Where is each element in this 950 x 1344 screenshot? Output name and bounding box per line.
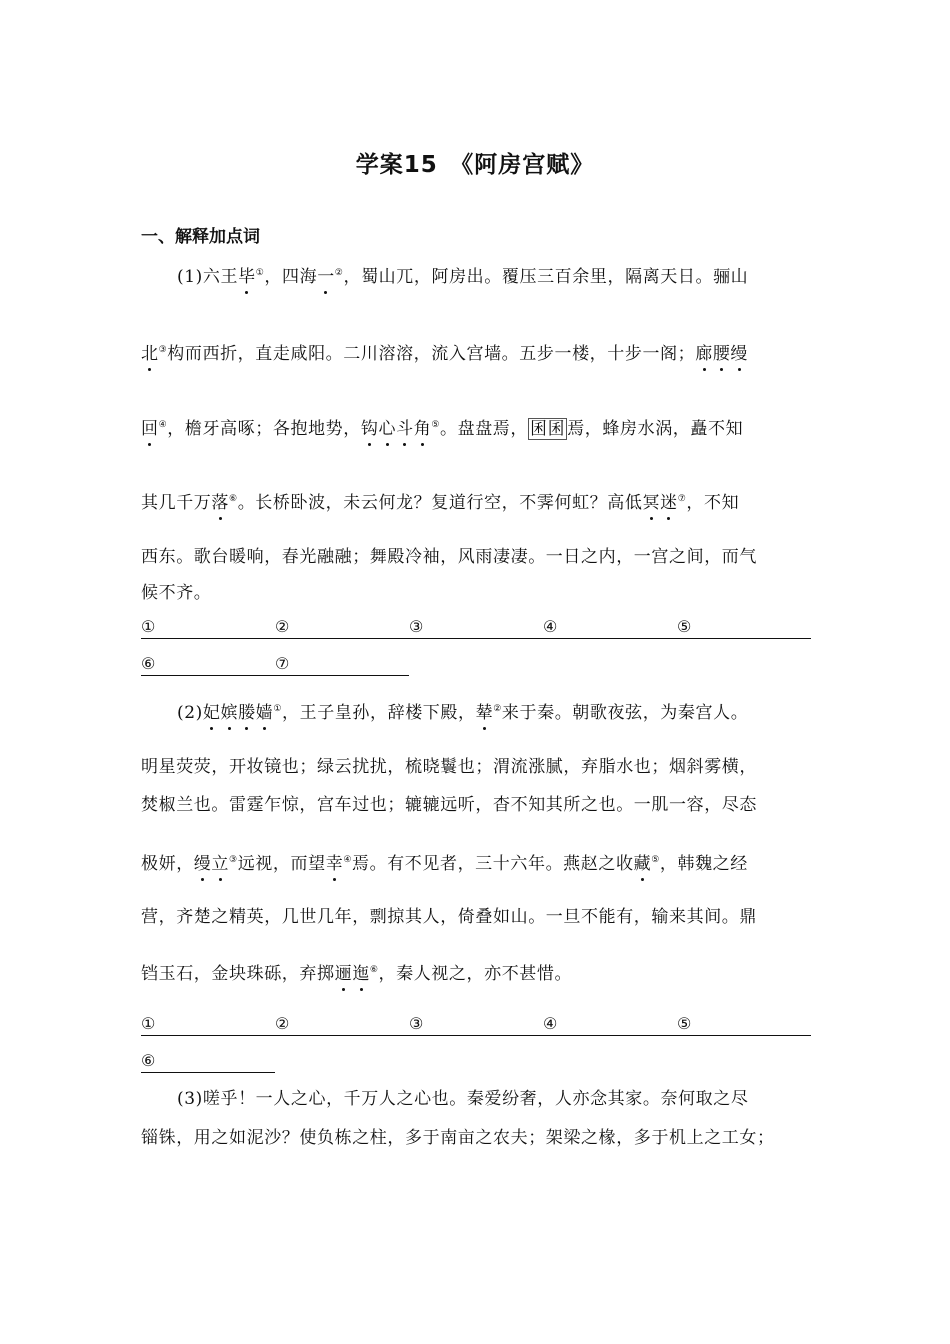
dotted-char: 冥: [642, 493, 661, 513]
dotted-char: 嫔: [220, 703, 239, 723]
dotted-char: 廊: [695, 344, 713, 364]
p2-line-4: 极妍，缦立③远视，而望幸④焉。有不见者，三十六年。燕赵之收藏⑤，韩魏之经: [141, 854, 748, 874]
p2-line-1: (2)妃嫔媵嫱①，王子皇孙，辞楼下殿，辇②来于秦。朝歌夜弦，为秦宫人。: [177, 703, 749, 723]
dotted-word-group: [361, 419, 431, 439]
p1-line-1: (1)六王毕①，四海一②，蜀山兀，阿房出。覆压三百余里，隔离天日。骊山: [177, 267, 749, 287]
dotted-word: 落: [211, 493, 230, 513]
dotted-word: 毕: [238, 267, 256, 287]
dotted-char: 逦: [334, 964, 353, 984]
answer-blank[interactable]: ⑥: [141, 654, 275, 676]
p2-line-6: 铛玉石，金块珠砾，弃掷逦迤⑥，秦人视之，亦不甚惜。: [141, 964, 573, 984]
p2-line-2: 明星荧荧，开妆镜也；绿云扰扰，梳晓鬟也；渭流涨腻，弃脂水也；烟斜雾横，: [141, 757, 757, 777]
answer-blank[interactable]: ④: [543, 1014, 677, 1036]
answer-blank[interactable]: ①: [141, 617, 275, 639]
dotted-char: 心: [378, 419, 397, 439]
dotted-word: 北: [141, 344, 159, 364]
answer-blank[interactable]: ⑦: [275, 654, 409, 676]
answer-blank[interactable]: ⑤: [677, 1014, 811, 1036]
boxed-word: 囷囷: [530, 419, 566, 439]
dotted-word: 幸: [325, 854, 344, 874]
dotted-word-group: [203, 703, 273, 723]
p1-line-2: 北③构而西折，直走咸阳。二川溶溶，流入宫墙。五步一楼，十步一阁；廊腰缦: [141, 344, 749, 364]
answer-blank[interactable]: ⑥: [141, 1051, 275, 1073]
dotted-char: 斗: [396, 419, 414, 439]
dotted-word: 一: [317, 267, 335, 287]
dotted-word: 藏: [633, 854, 652, 874]
dotted-word-group: [643, 493, 678, 513]
dotted-char: 立: [211, 854, 230, 874]
page-title: 学案15 《阿房宫赋》: [355, 152, 595, 178]
dotted-char: 缦: [193, 854, 212, 874]
p1-line-4: 其几千万落⑥。长桥卧波，未云何龙？复道行空，不霁何虹？高低冥迷⑦，不知: [141, 493, 740, 513]
answer-blank[interactable]: ③: [409, 1014, 543, 1036]
answer-blank[interactable]: ③: [409, 617, 543, 639]
answer-blank[interactable]: ②: [275, 617, 409, 639]
dotted-char: 迷: [660, 493, 678, 513]
answer-blank[interactable]: ②: [275, 1014, 409, 1036]
dotted-char: 嫱: [255, 703, 274, 723]
dotted-char: 迤: [352, 964, 370, 984]
p3-line-1: (3)嗟乎！一人之心，千万人之心也。秦爱纷奢，人亦念其家。奈何取之尽: [177, 1089, 749, 1109]
p1-line-5: 西东。歌台暖响，春光融融；舞殿冷袖，风雨凄凄。一日之内，一宫之间，而气: [141, 547, 757, 567]
dotted-word-group: [194, 854, 229, 874]
p2-line-5: 营，齐楚之精英，几世几年，剽掠其人，倚叠如山。一旦不能有，输来其间。鼎: [141, 907, 757, 927]
dotted-word: 辇: [475, 703, 494, 723]
answer-blank[interactable]: ①: [141, 1014, 275, 1036]
dotted-char: 缦: [730, 344, 749, 364]
dotted-char: 腰: [712, 344, 731, 364]
p1-line-6: 候不齐。: [141, 583, 212, 603]
answer-blank[interactable]: ⑤: [677, 617, 811, 639]
dotted-char: 媵: [238, 703, 256, 723]
dotted-word: 回: [141, 419, 159, 439]
dotted-char: 钩: [360, 419, 379, 439]
dotted-char: 角: [413, 419, 432, 439]
dotted-word-group: [335, 964, 370, 984]
p2-line-3: 焚椒兰也。雷霆乍惊，宫车过也；辘辘远听，杳不知其所之也。一肌一容，尽态: [141, 795, 757, 815]
dotted-char: 妃: [202, 703, 221, 723]
answer-blank[interactable]: ④: [543, 617, 677, 639]
p3-line-2: 锱铢，用之如泥沙？使负栋之柱，多于南亩之农夫；架梁之椽，多于机上之工女；: [141, 1128, 775, 1148]
dotted-word-group: [695, 344, 748, 364]
section-heading: 一、解释加点词: [141, 227, 260, 247]
p1-line-3: 回④，檐牙高啄；各抱地势，钩心斗角⑤。盘盘焉， 囷囷 焉，蜂房水涡，矗不知: [141, 419, 744, 439]
